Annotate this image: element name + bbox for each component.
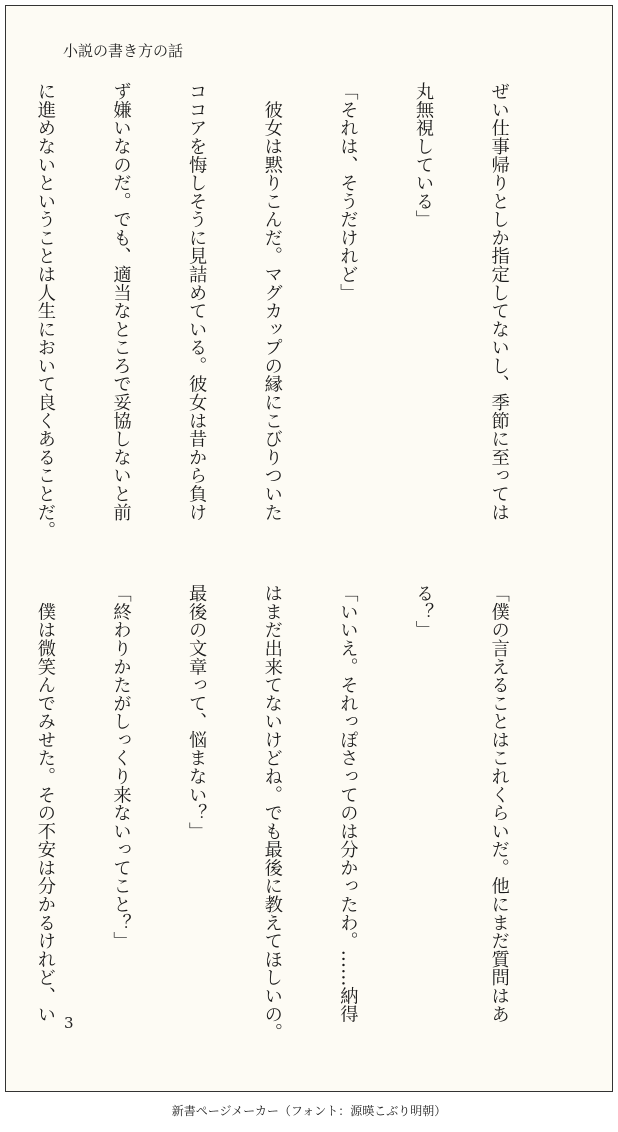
text-line: 「それは、そうだけれど」 (337, 82, 359, 302)
text-line: 彼女は黙りこんだ。マグカップの縁にこびりついた (261, 82, 283, 521)
text-line: 僕は微笑んでみせた。その不安は分かるけれど、い (34, 584, 56, 1023)
text-line: はまだ出来てないけどね。でも最後に教えてほしいの。 (261, 584, 283, 1042)
text-line: 丸無視している」 (412, 82, 434, 229)
text-line: ぜい仕事帰りとしか指定してないし、季節に至っては (488, 82, 510, 521)
book-page (5, 5, 613, 1092)
text-line: る？」 (412, 584, 434, 639)
text-column-block-top (0, 82, 562, 552)
text-line: 「終わりかたがしっくり来ないってこと？」 (110, 584, 132, 950)
text-line: 「いいえ。それっぽさってのは分かったわ。……納得 (337, 584, 359, 1023)
text-line: ず嫌いなのだ。でも、適当なところで妥協しないと前 (110, 82, 132, 521)
text-column-block-bottom (0, 584, 562, 1054)
page-number: 3 (64, 1014, 74, 1032)
page-header-title: 小説の書き方の話 (63, 42, 184, 60)
text-line: ココアを悔しそうに見詰めている。彼女は昔から負け (186, 82, 208, 521)
text-line: 「僕の言えることはこれくらいだ。他にまだ質問はあ (488, 584, 510, 1023)
text-line: に進めないということは人生において良くあることだ。 (34, 82, 56, 540)
text-line: 最後の文章って、悩まない？」 (186, 584, 208, 841)
generator-credit: 新書ページメーカー（フォント：源暎こぶり明朝） (171, 1104, 447, 1118)
